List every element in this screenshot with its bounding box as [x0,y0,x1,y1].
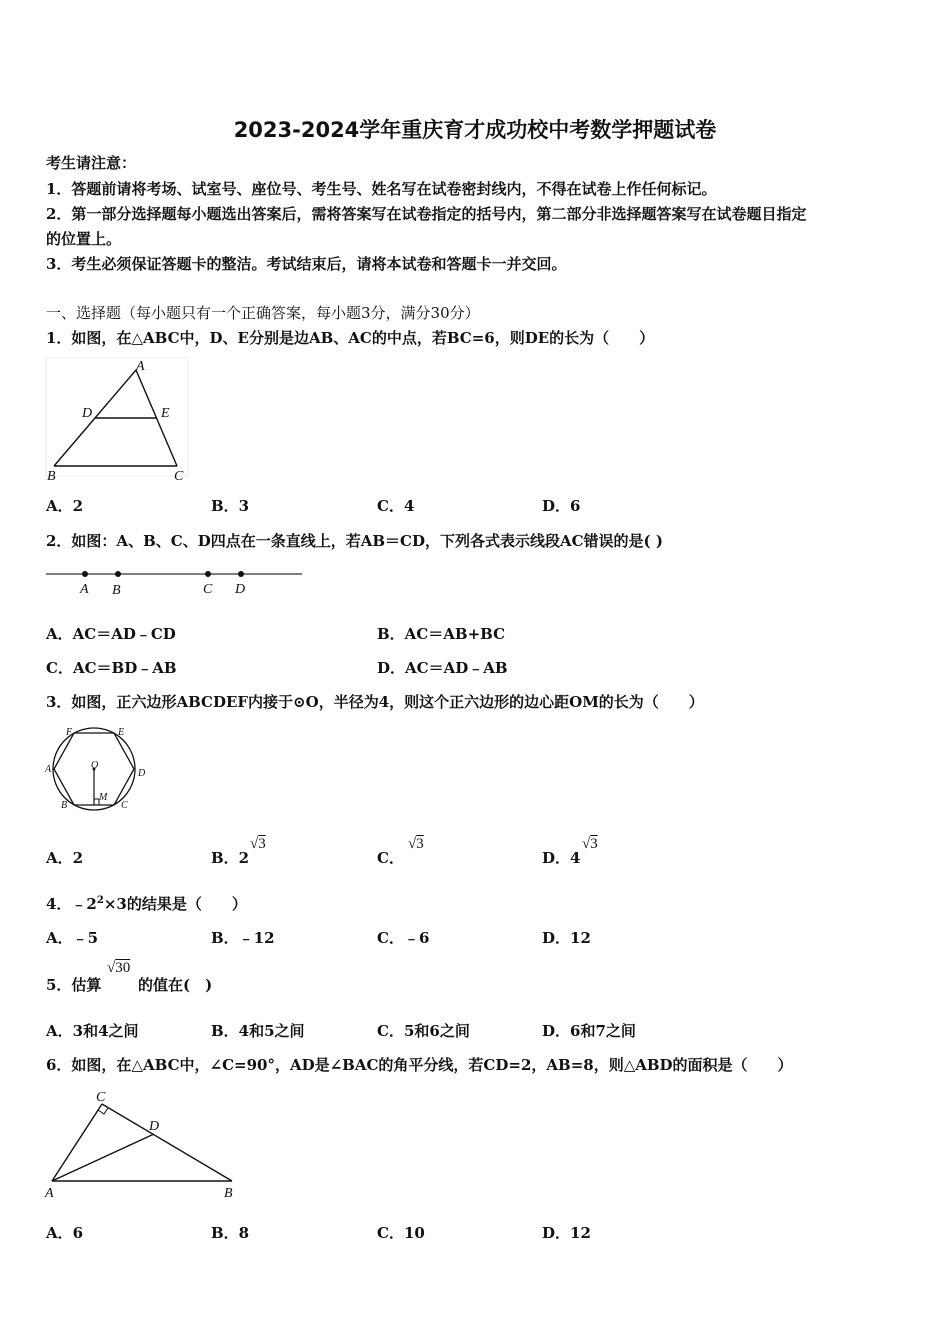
label-C: C [121,800,128,811]
option-d[interactable]: D．12 [542,1224,591,1242]
label-E: E [161,406,170,421]
option-c[interactable]: C．5和6之间 [377,1022,470,1040]
label-F: F [66,727,73,738]
option-c[interactable]: C．10 [377,1224,425,1242]
option-a[interactable]: A．3和4之间 [46,1022,139,1040]
option-a[interactable]: A．2 [46,497,84,515]
label-B: B [47,469,56,484]
option-c[interactable]: C．AC＝BD﹣AB [46,659,177,677]
label-C: C [174,469,184,484]
label-D: D [138,768,146,779]
question-5-stem: 5．估算 [46,976,102,994]
label-A: A [45,764,52,775]
label-D: D [235,582,246,597]
option-d[interactable]: D．6 [542,497,581,515]
section-heading: 一、选择题（每小题只有一个正确答案，每小题3分，满分30分） [46,304,480,322]
option-c[interactable]: C．4 [377,497,415,515]
question-1-stem: 1．如图，在△ABC中，D、E分别是边AB、AC的中点，若BC=6，则DE的长为（ ） [46,329,655,347]
sqrt-3: √3 [408,836,424,852]
question-4-stem: 4．$﹣2^2\times 3$的结果是（ ） [46,895,247,913]
notice-item: 1．答题前请将考场、试室号、座位号、考生号、姓名写在试卷密封线内，不得在试卷上作任何标记。 [46,180,717,198]
option-c[interactable]: C．﹣6 [377,929,430,947]
notice-item: 2．第一部分选择题每小题选出答案后，需将答案写在试卷指定的括号内，第二部分非选择题答案写在试卷题目指定 [46,205,807,223]
label-D: D [149,1119,160,1134]
option-d[interactable]: D．4 [542,849,581,867]
question-3-stem: 3．如图，正六边形ABCDEF内接于⊙O，半径为4，则这个正六边形的边心距OM的长为（ ） [46,693,704,711]
question-6-stem: 6．如图，在△ABC中，∠C=90°，AD是∠BAC的角平分线，若CD=2，AB=8，则△ABD的面积是（ ） [46,1056,793,1074]
option-c[interactable]: C． [377,849,404,867]
label-E: E [118,727,125,738]
hexagon-figure [42,724,154,816]
label-B: B [61,800,68,811]
sqrt-30: √30 [107,960,131,976]
label-B: B [224,1186,233,1201]
option-d[interactable]: D．AC＝AD﹣AB [377,659,508,677]
label-D: D [82,406,93,421]
question-5-stem-tail: 的值在( ) [138,976,213,994]
option-d[interactable]: D．12 [542,929,591,947]
notice-heading: 考生请注意： [46,154,137,172]
option-b[interactable]: B．8 [211,1224,250,1242]
option-b[interactable]: B．﹣12 [211,929,275,947]
right-triangle-figure [42,1088,242,1204]
label-O: O [91,760,99,771]
option-b[interactable]: B．AC＝AB+BC [377,625,506,643]
option-d[interactable]: D．6和7之间 [542,1022,636,1040]
option-a[interactable]: A．2 [46,849,84,867]
option-b[interactable]: B．4和5之间 [211,1022,305,1040]
sqrt-3: √3 [582,836,598,852]
page-title: 2023-2024学年重庆育才成功校中考数学押题试卷 [233,118,717,142]
label-A: A [80,582,89,597]
line-figure [44,566,306,600]
notice-item: 的位置上。 [46,230,122,248]
label-A: A [136,359,145,374]
label-C: C [96,1090,106,1105]
label-M: M [99,792,108,803]
label-C: C [203,582,213,597]
option-a[interactable]: A．AC＝AD﹣CD [46,625,176,643]
option-a[interactable]: A．﹣5 [46,929,99,947]
sqrt-3: √3 [250,836,266,852]
option-a[interactable]: A．6 [46,1224,84,1242]
notice-item: 3．考生必须保证答题卡的整洁。考试结束后，请将本试卷和答题卡一并交回。 [46,255,567,273]
option-b[interactable]: B．3 [211,497,250,515]
option-b[interactable]: B．2 [211,849,250,867]
triangle-figure [44,356,190,484]
label-A: A [45,1186,54,1201]
label-B: B [112,583,121,598]
question-2-stem: 2．如图：A、B、C、D四点在一条直线上，若AB＝CD，下列各式表示线段AC错误的是( ) [46,532,663,550]
